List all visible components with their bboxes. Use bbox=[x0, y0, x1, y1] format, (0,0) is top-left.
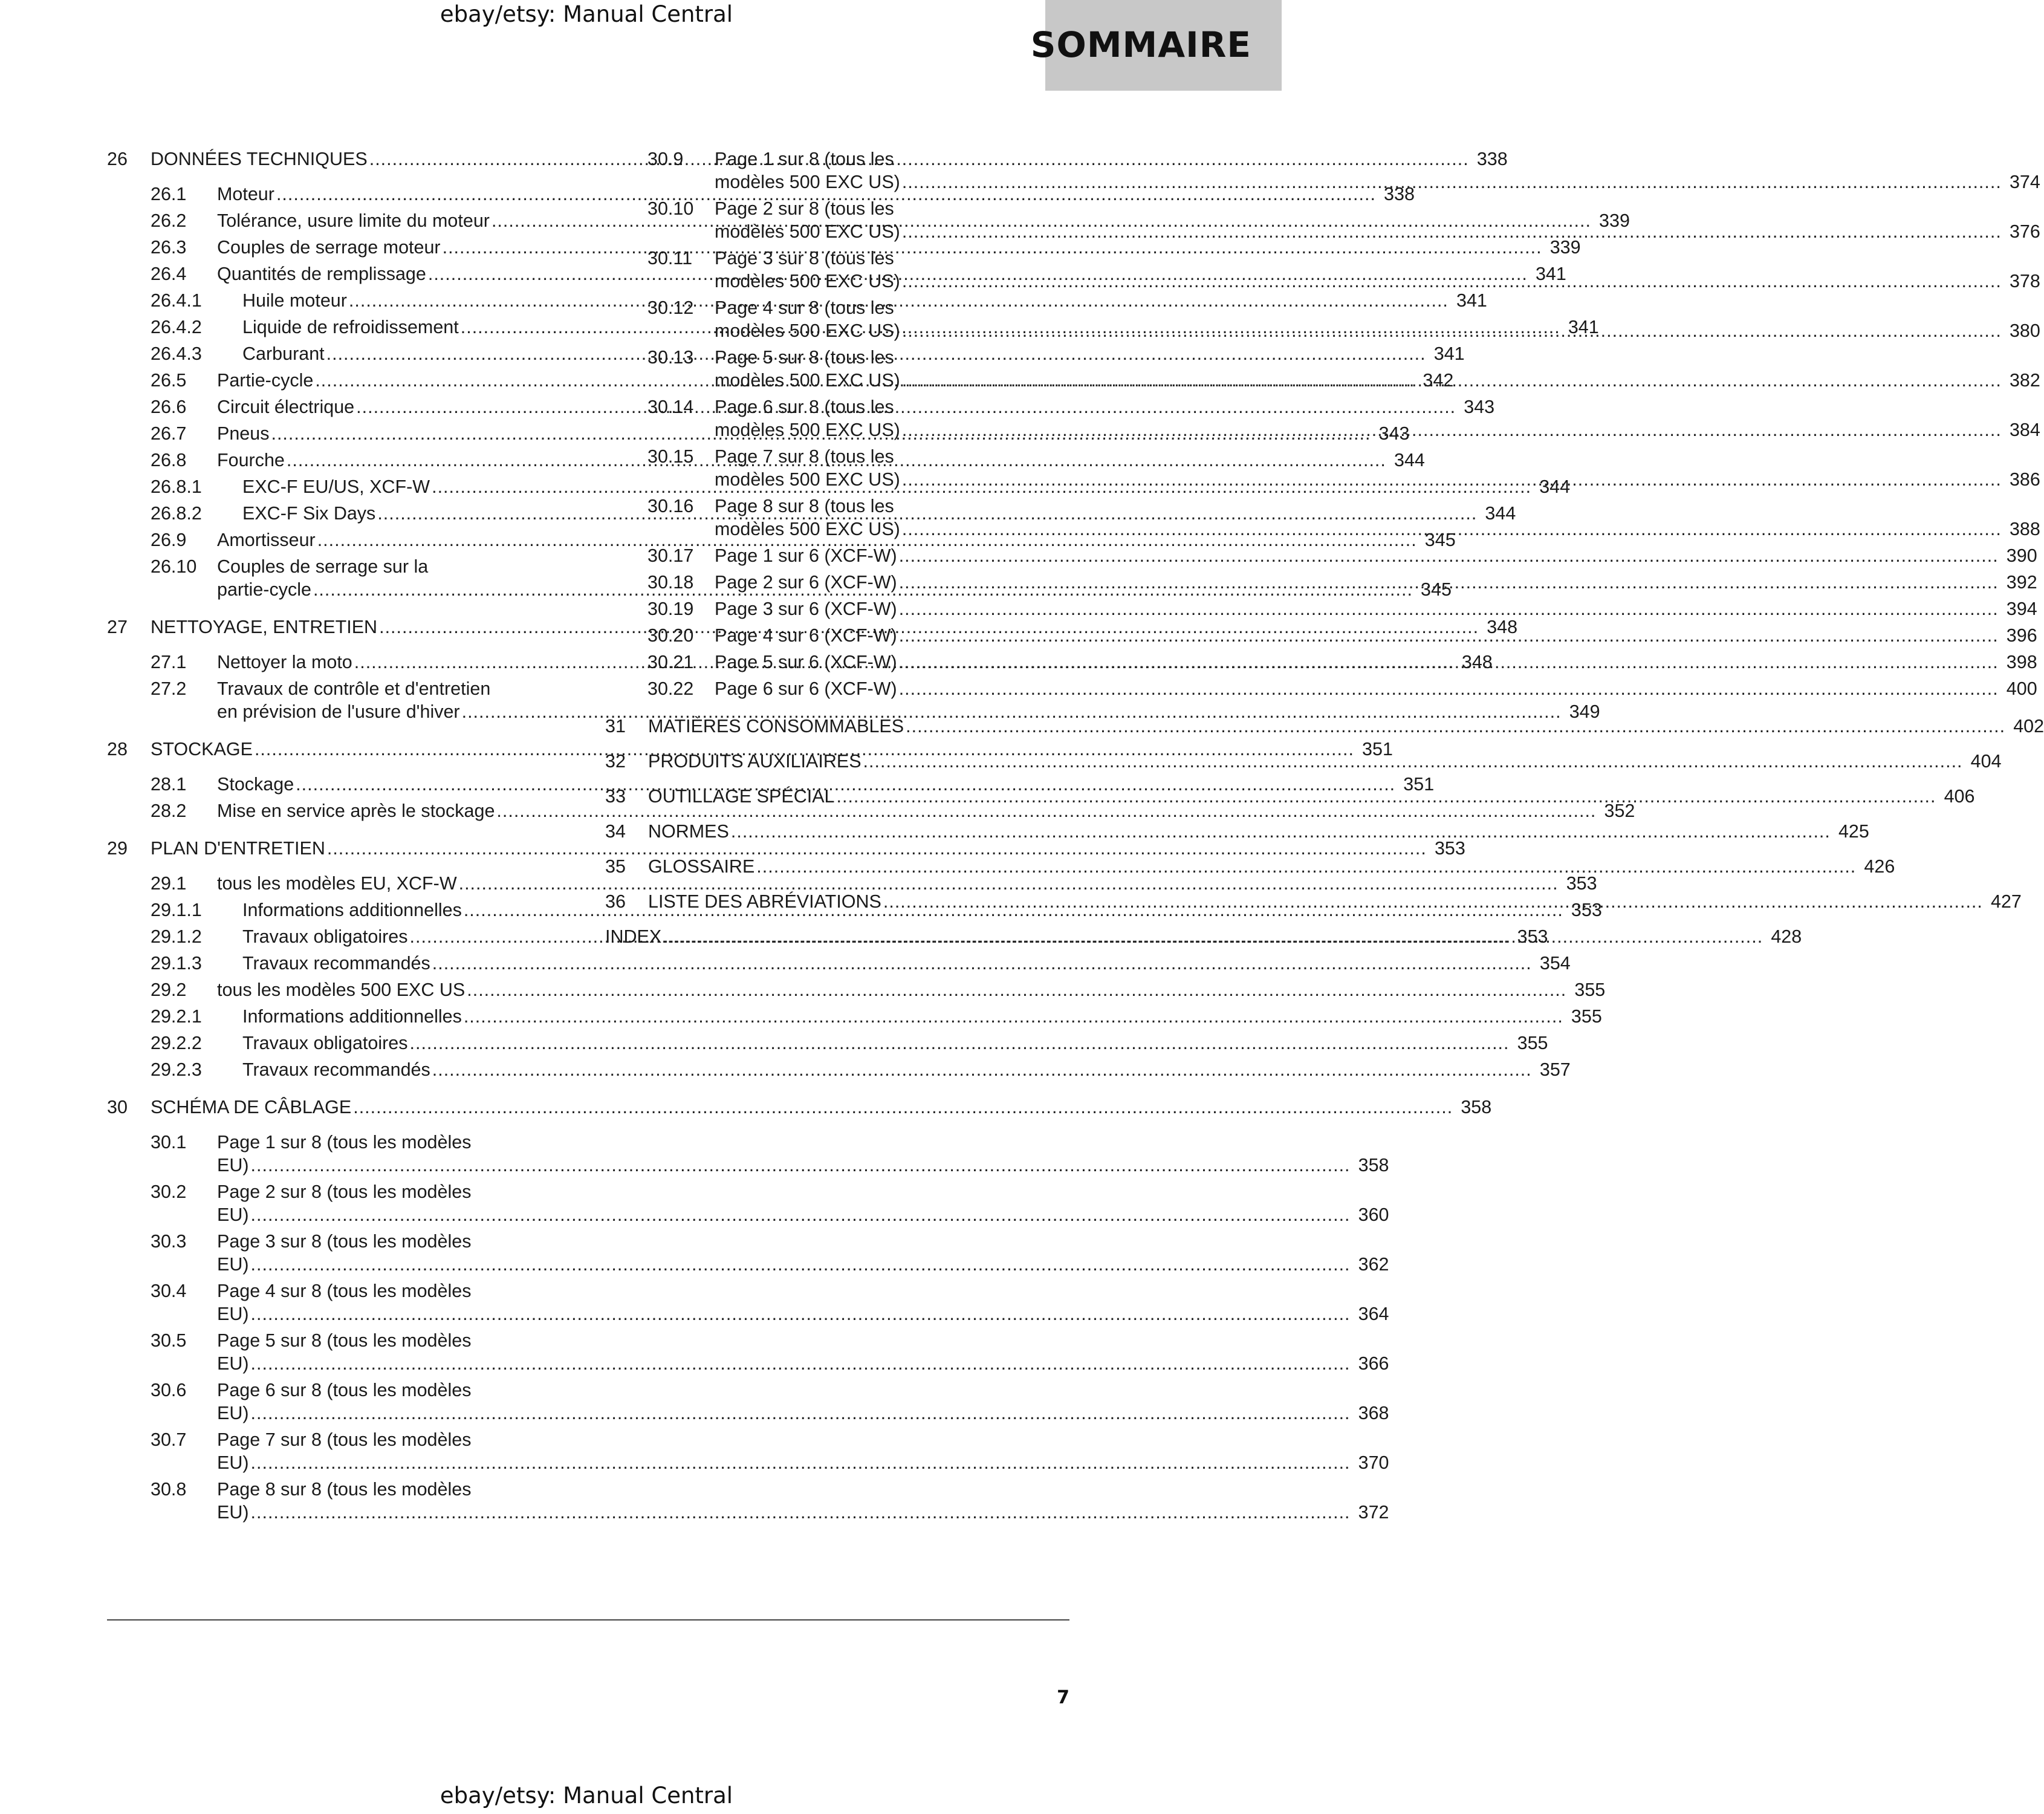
toc-entry[interactable] bbox=[107, 1478, 1389, 1524]
toc-entry-title-line: Stockage bbox=[217, 774, 294, 795]
toc-entry-page: 358 bbox=[1358, 1155, 1389, 1175]
toc-entry-number: 26.6 bbox=[151, 397, 187, 417]
toc-entry[interactable] bbox=[107, 1279, 1389, 1325]
toc-entry-number: 26.2 bbox=[151, 210, 187, 231]
toc-entry[interactable] bbox=[107, 183, 1415, 206]
toc-entry-number: 26.4 bbox=[151, 264, 187, 284]
toc-entry[interactable] bbox=[107, 1428, 1389, 1474]
toc-entry-page: 390 bbox=[2006, 545, 2037, 566]
toc-entry-page: 360 bbox=[1358, 1204, 1389, 1225]
toc-entry-number: 34 bbox=[605, 821, 626, 842]
toc-entry-title-line: EU) bbox=[217, 1254, 249, 1275]
toc-entry-page: 366 bbox=[1358, 1353, 1389, 1374]
page-number: 7 bbox=[1057, 1687, 1069, 1708]
toc-entry-title-line: DONNÉES TECHNIQUES bbox=[151, 149, 368, 169]
toc-entry-page: 386 bbox=[2009, 469, 2040, 490]
toc-entry-title-line: Informations additionnelles bbox=[242, 1006, 462, 1027]
toc-entry-title-line: LISTE DES ABRÉVIATIONS bbox=[648, 891, 881, 912]
toc-leader-dots bbox=[251, 1451, 1351, 1474]
toc-entry-number: 26.10 bbox=[151, 556, 197, 577]
toc-entry-title-line: EU) bbox=[217, 1403, 249, 1423]
toc-entry-title-line: modèles 500 EXC US) bbox=[715, 221, 900, 242]
toc-leader-dots bbox=[251, 1154, 1351, 1177]
toc-entry-number: 28.1 bbox=[151, 774, 187, 795]
toc-entry-title bbox=[242, 1032, 1548, 1055]
toc-entry-title bbox=[151, 837, 1465, 860]
toc-entry-title bbox=[151, 738, 1393, 761]
toc-entry-number: 30.8 bbox=[151, 1479, 187, 1500]
toc-entry-number: 30.14 bbox=[647, 397, 694, 417]
toc-entry-title-line: Page 1 sur 8 (tous les modèles bbox=[217, 1132, 472, 1152]
toc-entry-title-line: Page 4 sur 6 (XCF-W) bbox=[715, 625, 897, 646]
toc-chapter-entry[interactable] bbox=[107, 738, 1393, 761]
toc-entry-number: 27.1 bbox=[151, 652, 187, 672]
toc-entry-title-line: Page 6 sur 6 (XCF-W) bbox=[715, 678, 897, 699]
toc-entry-page: 394 bbox=[2006, 599, 2037, 619]
toc-entry-number: 30.19 bbox=[647, 599, 694, 619]
toc-entry[interactable] bbox=[107, 1058, 1571, 1081]
toc-entry-title-line: EU) bbox=[217, 1304, 249, 1324]
toc-entry-title bbox=[217, 1180, 1389, 1226]
toc-entry-number: 29.1.2 bbox=[151, 926, 202, 947]
toc-entry-number: 30.22 bbox=[647, 678, 694, 699]
toc-entry[interactable] bbox=[107, 1131, 1389, 1177]
toc-entry-number: 26.1 bbox=[151, 184, 187, 204]
toc-entry-page: 338 bbox=[1476, 149, 1508, 169]
toc-entry-title-line: EXC-F EU/US, XCF-W bbox=[242, 476, 430, 497]
toc-entry-title-line: Pneus bbox=[217, 423, 270, 444]
toc-entry-title bbox=[648, 855, 1895, 878]
toc-entry-number: 29.2.1 bbox=[151, 1006, 202, 1027]
toc-entry-number: 33 bbox=[605, 786, 626, 807]
toc-entry-title-line: OUTILLAGE SPÉCIAL bbox=[648, 786, 835, 807]
toc-entry-page: 354 bbox=[1539, 953, 1571, 974]
toc-entry-title bbox=[217, 799, 1635, 822]
toc-entry-title-line: Page 6 sur 8 (tous les bbox=[715, 397, 894, 417]
toc-entry-title bbox=[242, 1005, 1602, 1028]
toc-entry-page: 344 bbox=[1393, 450, 1425, 470]
toc-leader-dots bbox=[902, 518, 2002, 541]
toc-entry-title-line: Couples de serrage moteur bbox=[217, 237, 441, 258]
toc-entry-title bbox=[217, 1230, 1389, 1276]
toc-leader-dots bbox=[251, 1253, 1351, 1276]
toc-entry[interactable] bbox=[107, 1379, 1389, 1425]
toc-entry-title-line: PRODUITS AUXILIAIRES bbox=[648, 751, 861, 772]
toc-entry-number: 27 bbox=[107, 617, 128, 637]
toc-entry-title-line: EU) bbox=[217, 1204, 249, 1225]
toc-entry-title-line: tous les modèles EU, XCF-W bbox=[217, 873, 457, 894]
toc-entry-title bbox=[242, 952, 1571, 975]
toc-entry-page: 376 bbox=[2009, 221, 2040, 242]
toc-entry-page: 352 bbox=[1604, 801, 1635, 821]
toc-leader-dots bbox=[663, 925, 1763, 948]
toc-entry-number: 30.6 bbox=[151, 1380, 187, 1400]
toc-leader-dots bbox=[837, 785, 1936, 808]
toc-entry-title-line: Travaux recommandés bbox=[242, 1059, 430, 1080]
toc-entry-number: 28 bbox=[107, 739, 128, 759]
toc-entry-title-line: NETTOYAGE, ENTRETIEN bbox=[151, 617, 378, 637]
toc-entry-page: 427 bbox=[1990, 891, 2022, 912]
toc-entry-title bbox=[715, 677, 2037, 700]
toc-entry-title-line: Fourche bbox=[217, 450, 285, 470]
toc-entry-number: 26 bbox=[107, 149, 128, 169]
toc-leader-dots bbox=[899, 544, 1999, 567]
toc-entry-number: 29.2.2 bbox=[151, 1033, 202, 1053]
toc-entry-page: 342 bbox=[1423, 370, 1454, 391]
toc-entry-page: 355 bbox=[1574, 980, 1606, 1000]
toc-entry-page: 343 bbox=[1378, 423, 1410, 444]
toc-entry-number: 30.10 bbox=[647, 198, 694, 219]
toc-entry-title-line: modèles 500 EXC US) bbox=[715, 320, 900, 341]
toc-entry[interactable] bbox=[107, 952, 1571, 975]
toc-leader-dots bbox=[906, 715, 2005, 738]
toc-entry-page: 349 bbox=[1569, 701, 1600, 722]
toc-entry-page: 341 bbox=[1535, 264, 1566, 284]
toc-leader-dots bbox=[902, 171, 2002, 193]
toc-entry-number: 29.1.1 bbox=[151, 900, 202, 920]
toc-leader-dots bbox=[464, 1005, 1563, 1028]
section-title: SOMMAIRE bbox=[1030, 24, 1251, 65]
toc-chapter-entry[interactable] bbox=[605, 715, 2044, 738]
toc-entry[interactable] bbox=[605, 677, 2037, 700]
toc-entry-page: 348 bbox=[1487, 617, 1518, 637]
toc-entry-title-line: GLOSSAIRE bbox=[648, 856, 755, 877]
toc-entry-title bbox=[242, 1058, 1571, 1081]
toc-entry-title bbox=[217, 1428, 1389, 1474]
toc-entry-page: 358 bbox=[1461, 1097, 1492, 1117]
toc-entry-number: 30.17 bbox=[647, 545, 694, 566]
toc-entry-page: 402 bbox=[2013, 716, 2044, 736]
toc-entry-page: 368 bbox=[1358, 1403, 1389, 1423]
toc-leader-dots bbox=[251, 1501, 1351, 1524]
toc-entry-number: 26.8.1 bbox=[151, 476, 202, 497]
toc-entry-number: 26.3 bbox=[151, 237, 187, 258]
toc-entry-page: 364 bbox=[1358, 1304, 1389, 1324]
toc-entry-number: 35 bbox=[605, 856, 626, 877]
toc-entry-number: 36 bbox=[605, 891, 626, 912]
toc-entry-title-line: tous les modèles 500 EXC US bbox=[217, 980, 466, 1000]
toc-entry-number: 28.2 bbox=[151, 801, 187, 821]
section-tab bbox=[1030, 0, 1282, 91]
toc-leader-dots bbox=[353, 1096, 1453, 1119]
toc-entry-title-line: Mise en service après le stockage bbox=[217, 801, 495, 821]
toc-entry-title-line: Amortisseur bbox=[217, 530, 316, 550]
toc-entry-number: 30.18 bbox=[647, 572, 694, 593]
toc-entry-number: 26.7 bbox=[151, 423, 187, 444]
toc-entry-number: 30 bbox=[107, 1097, 128, 1117]
toc-entry-number: 26.5 bbox=[151, 370, 187, 391]
toc-entry-title-line: EXC-F Six Days bbox=[242, 503, 376, 524]
toc-leader-dots bbox=[902, 220, 2002, 243]
toc-leader-dots bbox=[863, 750, 1963, 773]
toc-entry[interactable] bbox=[605, 544, 2037, 567]
toc-entry-title-line: Circuit électrique bbox=[217, 397, 355, 417]
toc-entry-title-line: Huile moteur bbox=[242, 290, 347, 311]
toc-entry-title-line: Page 4 sur 8 (tous les bbox=[715, 297, 894, 318]
toc-entry-page: 406 bbox=[1944, 786, 1975, 807]
toc-entry-title-line: Liquide de refroidissement bbox=[242, 317, 459, 337]
toc-entry-title bbox=[648, 715, 2044, 738]
toc-entry-page: 339 bbox=[1599, 210, 1630, 231]
toc-entry-page: 400 bbox=[2006, 678, 2037, 699]
toc-entry-page: 351 bbox=[1403, 774, 1435, 795]
toc-entry-page: 344 bbox=[1539, 476, 1571, 497]
toc-entry-title bbox=[217, 1279, 1389, 1325]
toc-entry-page: 372 bbox=[1358, 1502, 1389, 1523]
toc-entry-title-line: SCHÉMA DE CÂBLAGE bbox=[151, 1097, 352, 1117]
toc-entry-title bbox=[648, 785, 1975, 808]
header-watermark: ebay/etsy: Manual Central bbox=[440, 1, 733, 27]
toc-entry-page: 388 bbox=[2009, 519, 2040, 539]
toc-entry-title-line: Page 5 sur 8 (tous les bbox=[715, 347, 894, 368]
toc-entry-number: 30.3 bbox=[151, 1231, 187, 1252]
toc-entry[interactable] bbox=[107, 1005, 1602, 1028]
toc-entry-page: 392 bbox=[2006, 572, 2037, 593]
toc-entry-title-line: Nettoyer la moto bbox=[217, 652, 352, 672]
toc-entry-title-line: modèles 500 EXC US) bbox=[715, 469, 900, 490]
toc-entry-number: 29 bbox=[107, 838, 128, 859]
toc-leader-dots bbox=[902, 319, 2002, 342]
toc-entry-page: 374 bbox=[2009, 172, 2040, 192]
toc-entry-number: 30.5 bbox=[151, 1330, 187, 1351]
toc-entry-page: 348 bbox=[1461, 652, 1493, 672]
toc-leader-dots bbox=[902, 418, 2002, 441]
toc-entry-title bbox=[217, 183, 1415, 206]
toc-entry[interactable] bbox=[107, 978, 1606, 1001]
toc-entry[interactable] bbox=[605, 597, 2037, 620]
toc-entry[interactable] bbox=[107, 872, 1597, 895]
toc-entry-page: 398 bbox=[2006, 652, 2037, 672]
toc-entry-page: 344 bbox=[1485, 503, 1516, 524]
toc-leader-dots bbox=[432, 1058, 1532, 1081]
toc-leader-dots bbox=[902, 270, 2002, 293]
toc-entry-number: 30.7 bbox=[151, 1429, 187, 1450]
toc-entry-title bbox=[715, 544, 2037, 567]
toc-entry-number: 29.2 bbox=[151, 980, 187, 1000]
toc-entry-page: 353 bbox=[1571, 900, 1602, 920]
footer-divider bbox=[107, 1619, 1069, 1621]
toc-entry-number: 26.8.2 bbox=[151, 503, 202, 524]
toc-entry-page: 341 bbox=[1456, 290, 1487, 311]
toc-entry[interactable] bbox=[107, 1230, 1389, 1276]
toc-entry-title-line: EU) bbox=[217, 1452, 249, 1473]
toc-entry[interactable] bbox=[107, 1032, 1548, 1055]
toc-leader-dots bbox=[251, 1352, 1351, 1375]
toc-entry-page: 351 bbox=[1362, 739, 1393, 759]
toc-leader-dots bbox=[251, 1203, 1351, 1226]
toc-entry-number: 29.1 bbox=[151, 873, 187, 894]
toc-entry-title-line: Couples de serrage sur la bbox=[217, 556, 429, 577]
toc-entry-page: 382 bbox=[2009, 370, 2040, 391]
toc-entry-title bbox=[217, 1379, 1389, 1425]
toc-entry-title-line: Page 1 sur 8 (tous les bbox=[715, 149, 894, 169]
toc-chapter-entry[interactable] bbox=[605, 750, 2002, 773]
toc-entry-number: 30.4 bbox=[151, 1281, 187, 1301]
toc-entry-page: 384 bbox=[2009, 420, 2040, 440]
toc-entry-number: 32 bbox=[605, 751, 626, 772]
toc-entry-title-line: en prévision de l'usure d'hiver bbox=[217, 701, 460, 722]
toc-entry-title-line: Page 3 sur 8 (tous les modèles bbox=[217, 1231, 472, 1252]
toc-entry-page: 355 bbox=[1517, 1033, 1548, 1053]
toc-entry-title-line: Page 8 sur 8 (tous les modèles bbox=[217, 1479, 472, 1500]
toc-chapter-entry[interactable] bbox=[605, 785, 1975, 808]
toc-entry-page: 338 bbox=[1384, 184, 1415, 204]
toc-entry-title bbox=[217, 1131, 1389, 1177]
toc-entry-title bbox=[217, 773, 1435, 796]
toc-entry-number: 26.8 bbox=[151, 450, 187, 470]
toc-entry-page: 378 bbox=[2009, 271, 2040, 291]
toc-entry-title-line: modèles 500 EXC US) bbox=[715, 271, 900, 291]
toc-entry-page: 357 bbox=[1539, 1059, 1571, 1080]
toc-entry-page: 345 bbox=[1424, 530, 1456, 550]
toc-entry[interactable] bbox=[107, 1180, 1389, 1226]
toc-entry-title bbox=[217, 872, 1597, 895]
toc-entry-number: 30.2 bbox=[151, 1182, 187, 1202]
toc-entry-title-line: EU) bbox=[217, 1155, 249, 1175]
toc-entry-title-line: Travaux obligatoires bbox=[242, 1033, 408, 1053]
toc-entry-number: 30.21 bbox=[647, 652, 694, 672]
toc-entry-page: 339 bbox=[1549, 237, 1581, 258]
toc-entry-page: 341 bbox=[1433, 343, 1465, 364]
toc-entry-number: 30.20 bbox=[647, 625, 694, 646]
toc-entry-title-line: Page 4 sur 8 (tous les modèles bbox=[217, 1281, 472, 1301]
toc-entry-title-line: INDEX bbox=[605, 926, 662, 947]
toc-entry-page: 370 bbox=[1358, 1452, 1389, 1473]
toc-leader-dots bbox=[902, 468, 2002, 491]
toc-entry-title-line: Partie-cycle bbox=[217, 370, 314, 391]
toc-chapter-entry[interactable] bbox=[107, 1096, 1492, 1119]
toc-entry[interactable] bbox=[107, 773, 1435, 796]
toc-entry-page: 426 bbox=[1864, 856, 1895, 877]
toc-entry-title-line: Tolérance, usure limite du moteur bbox=[217, 210, 490, 231]
toc-leader-dots bbox=[410, 1032, 1510, 1055]
toc-entry-title-line: partie-cycle bbox=[217, 579, 311, 600]
toc-leader-dots bbox=[899, 651, 1999, 674]
toc-entry-page: 353 bbox=[1566, 873, 1597, 894]
toc-entry-title-line: Page 7 sur 8 (tous les modèles bbox=[217, 1429, 472, 1450]
toc-entry-title-line: Travaux de contrôle et d'entretien bbox=[217, 678, 491, 699]
toc-entry-page: 380 bbox=[2009, 320, 2040, 341]
toc-entry-number: 26.4.1 bbox=[151, 290, 202, 311]
toc-entry-title-line: Informations additionnelles bbox=[242, 900, 462, 920]
toc-entry-page: 355 bbox=[1571, 1006, 1602, 1027]
toc-entry-number: 30.12 bbox=[647, 297, 694, 318]
toc-entry-page: 396 bbox=[2006, 625, 2037, 646]
toc-entry-title-line: Travaux recommandés bbox=[242, 953, 430, 974]
toc-entry-number: 30.16 bbox=[647, 496, 694, 516]
toc-entry-title-line: Page 5 sur 6 (XCF-W) bbox=[715, 652, 897, 672]
toc-entry-title bbox=[648, 750, 2002, 773]
toc-entry-page: 404 bbox=[1970, 751, 2002, 772]
toc-entry-title-line: EU) bbox=[217, 1502, 249, 1523]
toc-chapter-entry[interactable] bbox=[605, 820, 1869, 843]
toc-entry-title-line: Quantités de remplissage bbox=[217, 264, 426, 284]
toc-entry-title-line: Page 6 sur 8 (tous les modèles bbox=[217, 1380, 472, 1400]
toc-entry-title-line: Page 3 sur 8 (tous les bbox=[715, 248, 894, 268]
footer-watermark: ebay/etsy: Manual Central bbox=[440, 1783, 733, 1809]
toc-entry-number: 29.1.3 bbox=[151, 953, 202, 974]
toc-entry-title bbox=[151, 1096, 1492, 1119]
toc-leader-dots bbox=[251, 1402, 1351, 1425]
toc-entry-title-line: Page 8 sur 8 (tous les bbox=[715, 496, 894, 516]
toc-entry-page: 343 bbox=[1464, 397, 1495, 417]
toc-entry-title-line: STOCKAGE bbox=[151, 739, 253, 759]
toc-entry-title bbox=[648, 820, 1869, 843]
toc-entry[interactable] bbox=[107, 799, 1635, 822]
toc-leader-dots bbox=[899, 597, 1999, 620]
toc-entry-number: 29.2.3 bbox=[151, 1059, 202, 1080]
toc-entry-page: 353 bbox=[1517, 926, 1548, 947]
toc-entry-number: 26.4.3 bbox=[151, 343, 202, 364]
toc-entry-title-line: Moteur bbox=[217, 184, 274, 204]
toc-entry-title bbox=[217, 1329, 1389, 1375]
toc-leader-dots bbox=[731, 820, 1831, 843]
toc-entry-title-line: Page 2 sur 8 (tous les bbox=[715, 198, 894, 219]
toc-entry-title-line: Carburant bbox=[242, 343, 325, 364]
toc-leader-dots bbox=[899, 624, 1999, 647]
toc-entry-number: 30.11 bbox=[647, 248, 693, 268]
toc-entry-number: 31 bbox=[605, 716, 626, 736]
toc-entry-title-line: Page 7 sur 8 (tous les bbox=[715, 446, 894, 467]
toc-entry-title-line: modèles 500 EXC US) bbox=[715, 370, 900, 391]
toc-leader-dots bbox=[883, 890, 1983, 913]
toc-entry-number: 26.4.2 bbox=[151, 317, 202, 337]
toc-entry-page: 425 bbox=[1838, 821, 1869, 842]
toc-entry-number: 30.1 bbox=[151, 1132, 187, 1152]
toc-entry-title-line: Page 2 sur 6 (XCF-W) bbox=[715, 572, 897, 593]
toc-entry-title-line: Travaux obligatoires bbox=[242, 926, 408, 947]
toc-leader-dots bbox=[756, 855, 1856, 878]
toc-entry-title-line: Page 2 sur 8 (tous les modèles bbox=[217, 1182, 472, 1202]
toc-leader-dots bbox=[899, 677, 1999, 700]
toc-entry-title bbox=[217, 1478, 1389, 1524]
toc-entry-title-line: EU) bbox=[217, 1353, 249, 1374]
toc-entry-page: 428 bbox=[1771, 926, 1802, 947]
toc-entry[interactable] bbox=[107, 1329, 1389, 1375]
toc-entry-number: 30.9 bbox=[647, 149, 684, 169]
toc-leader-dots bbox=[251, 1302, 1351, 1325]
toc-entry-title-line: modèles 500 EXC US) bbox=[715, 420, 900, 440]
toc-entry-number: 30.13 bbox=[647, 347, 694, 368]
toc-entry-number: 27.2 bbox=[151, 678, 187, 699]
toc-entry-title-line: Page 3 sur 6 (XCF-W) bbox=[715, 599, 897, 619]
toc-entry-page: 345 bbox=[1421, 579, 1452, 600]
toc-entry-title-line: NORMES bbox=[648, 821, 729, 842]
toc-leader-dots bbox=[899, 571, 1999, 594]
toc-entry-title-line: Page 5 sur 8 (tous les modèles bbox=[217, 1330, 472, 1351]
toc-chapter-entry[interactable] bbox=[605, 855, 1895, 878]
toc-leader-dots bbox=[902, 369, 2002, 392]
toc-entry-number: 26.9 bbox=[151, 530, 187, 550]
toc-entry-title-line: modèles 500 EXC US) bbox=[715, 519, 900, 539]
toc-entry-title bbox=[217, 978, 1606, 1001]
toc-entry-page: 362 bbox=[1358, 1254, 1389, 1275]
toc-entry-title-line: PLAN D'ENTRETIEN bbox=[151, 838, 325, 859]
toc-entry-page: 341 bbox=[1568, 317, 1599, 337]
toc-entry-page: 353 bbox=[1434, 838, 1465, 859]
toc-entry-title-line: modèles 500 EXC US) bbox=[715, 172, 900, 192]
toc-entry-title-line: MATIÈRES CONSOMMABLES bbox=[648, 716, 904, 736]
toc-entry-title bbox=[715, 597, 2037, 620]
toc-leader-dots bbox=[467, 978, 1566, 1001]
toc-entry-title-line: Page 1 sur 6 (XCF-W) bbox=[715, 545, 897, 566]
toc-entry-number: 30.15 bbox=[647, 446, 694, 467]
toc-chapter-entry[interactable] bbox=[107, 837, 1465, 860]
